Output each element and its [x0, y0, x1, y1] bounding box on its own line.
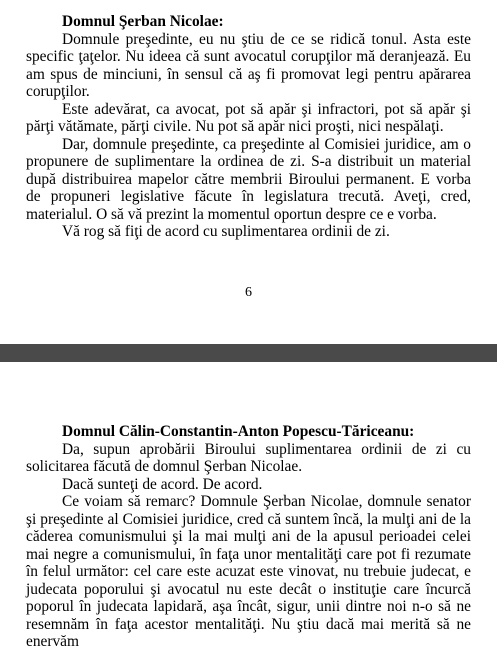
page-bottom-text — [26, 423, 471, 651]
speaker-name: Domnul Călin-Constantin-Anton Popescu-Tăriceanu: — [62, 423, 415, 440]
page-top-text — [26, 13, 471, 241]
paragraph: Vă rog să fiţi de acord cu suplimentarea ordinii de zi. — [62, 223, 390, 240]
paragraph: Dar, domnule preşedinte, ca preşedinte al Comisiei juridice, am o propunere de suplimentare la ordinea de zi. S-a distribuit un material după distribuirea mapelor către membrii Biroului permanent. E vorba de propuneri legislative făcute în legislatura trecută. Aveţi, cred, materialul. O să vă prezint la momentul oportun despre ce e vorba. — [26, 135, 471, 223]
paragraph: Da, supun aprobării Biroului suplimentarea ordinii de zi cu solicitarea făcută de domnul Şerban Nicolae. — [26, 440, 471, 475]
paragraph: Ce voiam să remarc? Domnule Şerban Nicolae, domnule senator şi preşedinte al Comisiei juridice, cred că suntem încă, la mulţi ani de la căderea comunismului şi la mai mulţi ani de la apusul perioadei celei mai negre a comunismului, în faţa unor mentalităţi care pot fi rezumate în felul următor: cel care este acuzat este vinovat, nu trebuie judecat, e judecata poporului şi avocatul nu este decât o instituţie care încurcă poporul în judecata lapidară, aşa încât, sigur, unii dintre noi n-o să ne resemnăm în faţa acestor mentalităţi. Nu ştiu dacă mai merită să ne enervăm — [26, 493, 471, 650]
page-number: 6 — [245, 285, 252, 300]
paragraph: Dacă sunteţi de acord. De acord. — [62, 475, 263, 493]
paragraph: Este adevărat, ca avocat, pot să apăr şi infractori, pot să apăr şi părţi vătămate, părţi civile. Nu pot să apăr nici proşti, nici nespălaţi. — [26, 100, 471, 135]
speaker-name: Domnul Şerban Nicolae: — [62, 13, 224, 30]
paragraph: Domnule preşedinte, eu nu ştiu de ce se ridică tonul. Asta este specific ţaţelor. Nu ideea că sunt avocatul corupţilor mă deranjează. Eu am spus de minciuni, în sensul că aş fi promovat legi pentru apărarea corupţilor. — [26, 30, 471, 100]
page-separator — [0, 344, 497, 362]
document-page-bottom — [0, 362, 497, 657]
